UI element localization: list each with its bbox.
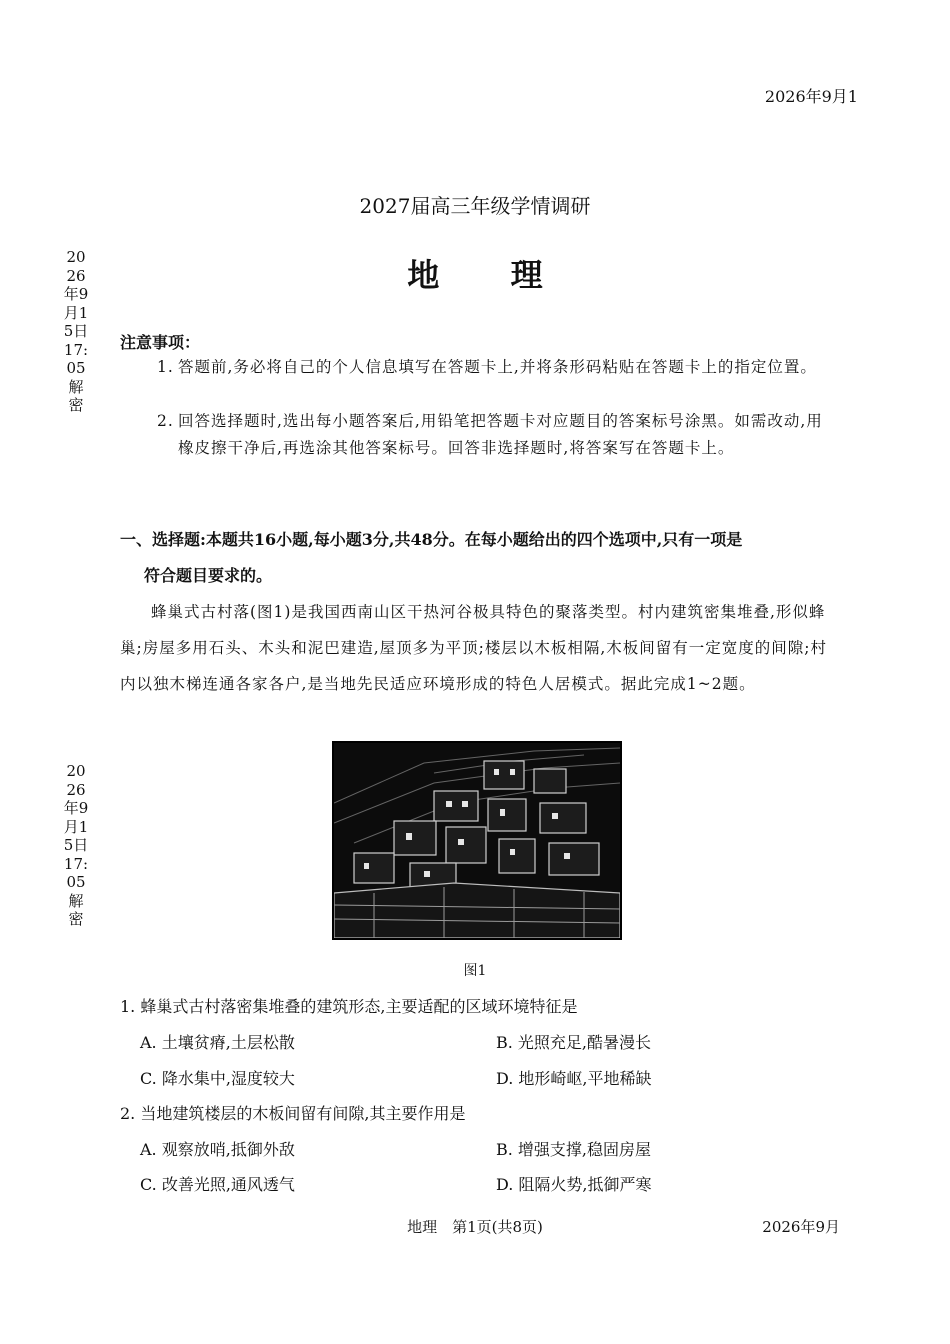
footer-date: 2026年9月 (762, 1218, 840, 1236)
exam-subtitle: 2027届高三年级学情调研 (359, 194, 591, 218)
margin-decrypt-stamp-top: 2026年9月15日17:05解密 (63, 248, 89, 414)
question-1-option-c: C. 降水集中,湿度较大 (140, 1069, 295, 1088)
question-1-stem: 1. 蜂巢式古村落密集堆叠的建筑形态,主要适配的区域环境特征是 (120, 997, 578, 1016)
passage-text: 蜂巢式古村落(图1)是我国西南山区干热河谷极具特色的聚落类型。村内建筑密集堆叠,形似蜂巢;房屋多用石头、木头和泥巴建造,屋顶多为平顶;楼层以木板相隔,木板间留有一定宽度的间隙;村内以独木梯连通各家各户,是当地先民适应环境形成的特色人居模式。据此完成1~2题。 (120, 603, 828, 693)
question-1-option-d: D. 地形崎岖,平地稀缺 (496, 1069, 652, 1088)
question-2-stem: 2. 当地建筑楼层的木板间留有间隙,其主要作用是 (120, 1104, 466, 1123)
notice-item-text: 答题前,务必将自己的个人信息填写在答题卡上,并将条形码粘贴在答题卡上的指定位置。 (178, 358, 817, 376)
village-photo-illustration (334, 743, 620, 938)
notice-item-number: 1. (157, 358, 174, 376)
exam-subject-title: 地 理 (407, 256, 573, 294)
question-1-option-b: B. 光照充足,酷暑漫长 (496, 1033, 652, 1052)
notice-heading: 注意事项： (120, 333, 201, 352)
question-2-option-d: D. 阻隔火势,抵御严寒 (496, 1175, 652, 1194)
village-photo (332, 741, 622, 940)
footer-page-info: 地理 第1页(共8页) (407, 1218, 543, 1236)
section-heading-line-1: 一、选择题:本题共16小题,每小题3分,共48分。在每小题给出的四个选项中,只有一项是 (120, 530, 743, 549)
margin-decrypt-stamp-bottom: 2026年9月15日17:05解密 (63, 762, 89, 928)
notice-item-1 (157, 354, 837, 381)
figure-caption: 图1 (463, 963, 487, 979)
question-1-option-a: A. 土壤贫瘠,土层松散 (140, 1033, 295, 1052)
notice-item-text: 回答选择题时,选出每小题答案后,用铅笔把答题卡对应题目的答案标号涂黑。如需改动,用橡皮擦干净后,再选涂其他答案标号。回答非选择题时,将答案写在答题卡上。 (178, 412, 823, 457)
question-2-option-a: A. 观察放哨,抵御外敌 (140, 1140, 295, 1159)
question-2-option-c: C. 改善光照,通风透气 (140, 1175, 295, 1194)
notice-item-2 (157, 408, 837, 462)
section-heading (120, 522, 840, 594)
section-heading-line-2: 符合题目要求的。 (144, 566, 273, 585)
top-date: 2026年9月1 (764, 87, 858, 106)
question-2-option-b: B. 增强支撑,稳固房屋 (496, 1140, 652, 1159)
notice-item-number: 2. (157, 412, 174, 430)
